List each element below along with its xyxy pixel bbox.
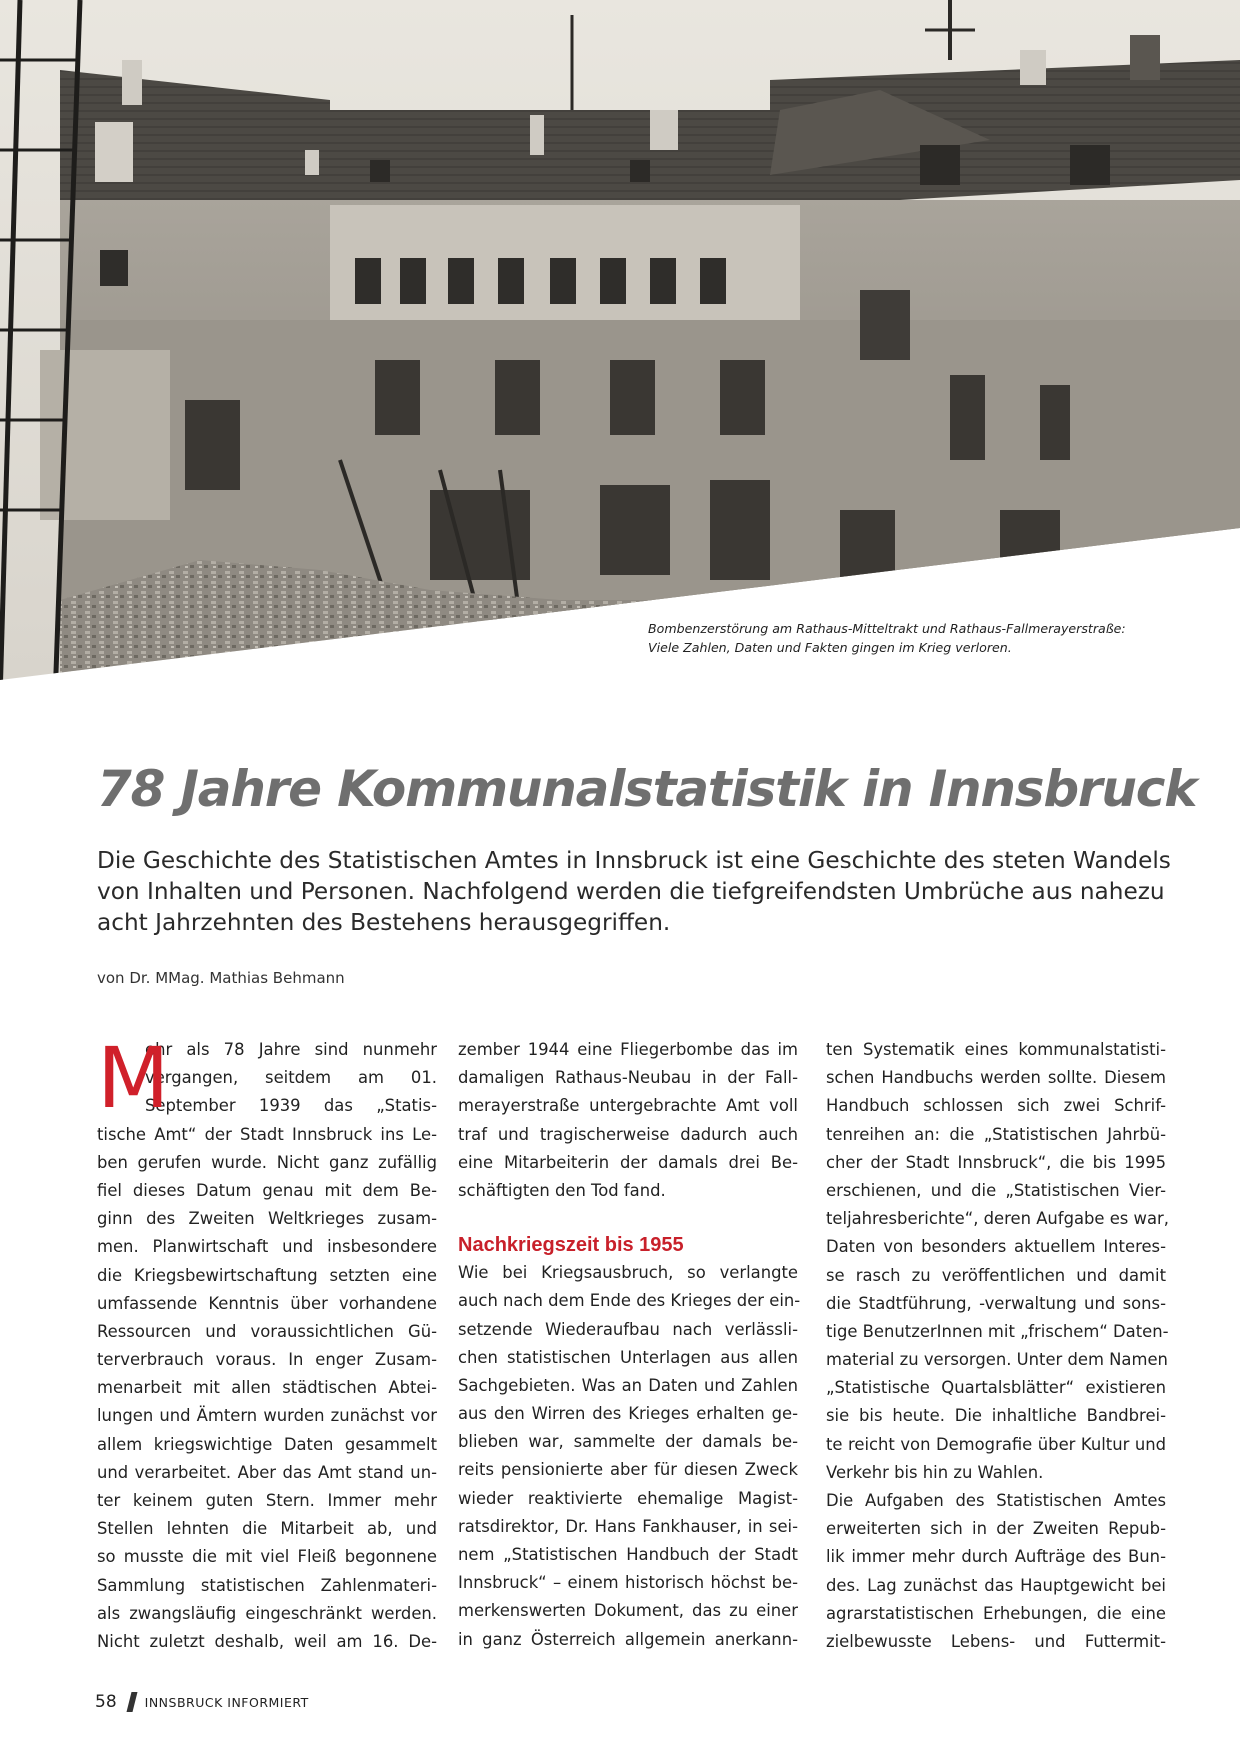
text-line: die Kriegsbewirtschaftung setzten eine [97, 1265, 437, 1285]
lead-line: Die Geschichte des Statistischen Amtes in Innsbruck ist eine Geschichte des steten Wandels [97, 847, 1171, 874]
text-line: erweiterten sich in der Zweiten Repub- [826, 1519, 1166, 1539]
slash-divider [126, 1692, 137, 1712]
text-line: teljahresberichte“, deren Aufgabe es war, [826, 1209, 1169, 1229]
text-line: des. Lag zunächst das Hauptgewicht bei [826, 1575, 1166, 1595]
text-line: Handbuch schlossen sich zwei Schrif- [826, 1096, 1166, 1116]
page-footer [95, 1692, 309, 1712]
text-line: ginn des Zweiten Weltkrieges zusam- [97, 1209, 437, 1229]
text-line: tische Amt“ der Stadt Innsbruck ins Le- [97, 1124, 437, 1144]
text-line: wieder reaktivierte ehemalige Magist- [458, 1488, 798, 1508]
text-line: schen Handbuchs werden sollte. Diesem [826, 1068, 1166, 1088]
article-title: 78 Jahre Kommunalstatistik in Innsbruck [97, 760, 1197, 818]
text-line: chen statistischen Unterlagen aus allen [458, 1347, 798, 1367]
text-line: ten Systematik eines kommunalstatisti- [826, 1040, 1166, 1059]
text-line: merayerstraße untergebrachte Amt voll [458, 1096, 798, 1116]
text-line: te reicht von Demografie über Kultur und [826, 1434, 1166, 1454]
text-line: traf und tragischerweise dadurch auch [458, 1124, 798, 1144]
text-line: Wie bei Kriegsausbruch, so verlangte [458, 1263, 798, 1283]
text-line: ben gerufen wurde. Nicht ganz zufällig [97, 1152, 437, 1172]
article-lead [97, 845, 1177, 938]
section-heading: Nachkriegszeit bis 1955 [458, 1234, 684, 1257]
photo-caption [648, 619, 1168, 657]
publication-name: INNSBRUCK INFORMIERT [144, 1694, 309, 1710]
text-line: tenreihen an: die „Statistischen Jahrbü- [826, 1124, 1166, 1144]
text-line: vergangen, seitdem am 01. [145, 1068, 437, 1088]
text-line: „Statistische Quartalsblätter“ existieren [826, 1378, 1166, 1398]
text-line: Verkehr bis hin zu Wahlen. [826, 1462, 1044, 1482]
text-line: Die Aufgaben des Statistischen Amtes [826, 1491, 1166, 1510]
text-line: Ressourcen und voraussichtlichen Gü- [97, 1321, 437, 1341]
byline: von Dr. MMag. Mathias Behmann [97, 969, 345, 987]
text-line: Sachgebieten. Was an Daten und Zahlen [458, 1375, 798, 1395]
text-line: cher der Stadt Innsbruck“, die bis 1995 [826, 1152, 1166, 1172]
text-line: eine Mitarbeiterin der damals drei Be- [458, 1152, 798, 1172]
text-line: ehr als 78 Jahre sind nunmehr [145, 1040, 437, 1059]
text-column-3 [826, 1036, 1169, 1656]
page-number: 58 [95, 1692, 117, 1712]
text-line: ter keinem guten Stern. Immer mehr [97, 1491, 437, 1510]
text-line: in ganz Österreich allgemein anerkann- [458, 1629, 798, 1649]
text-line: fiel dieses Datum genau mit dem Be- [97, 1180, 437, 1200]
text-line: Sammlung statistischen Zahlenmateri- [97, 1575, 437, 1595]
header-photo [0, 0, 1240, 680]
text-line: Innsbruck“ – einem historisch höchst be- [458, 1573, 798, 1593]
text-column-1 [97, 1029, 437, 1656]
text-line: se rasch zu veröffentlichen und damit [826, 1265, 1166, 1285]
text-line: als zwangsläufig eingeschränkt werden. [97, 1603, 437, 1623]
text-line: schäftigten den Tod fand. [458, 1180, 666, 1200]
text-column-2 [458, 1036, 801, 1654]
text-line: material zu versorgen. Unter dem Namen [826, 1350, 1168, 1370]
text-line: lungen und Ämtern wurden zunächst vor [97, 1406, 437, 1426]
text-line: lik immer mehr durch Aufträge des Bun- [826, 1547, 1166, 1567]
text-line: September 1939 das „Statis- [145, 1096, 437, 1116]
text-line: tige BenutzerInnen mit „frischem“ Daten- [826, 1321, 1169, 1341]
text-line: so musste die mit viel Fleiß begonnene [97, 1547, 437, 1567]
text-line: auch nach dem Ende des Krieges der ein- [458, 1291, 801, 1311]
text-line: Nicht zuletzt deshalb, weil am 16. De- [97, 1631, 437, 1651]
text-line: allem kriegswichtige Daten gesammelt [97, 1434, 437, 1454]
text-line: terverbrauch voraus. In enger Zusam- [97, 1350, 437, 1370]
text-line: sie bis heute. Die inhaltliche Bandbrei- [826, 1406, 1166, 1426]
text-line: zember 1944 eine Fliegerbombe das im [458, 1040, 798, 1059]
text-line: men. Planwirtschaft und insbesondere [97, 1237, 437, 1257]
lead-line: acht Jahrzehnten des Bestehens herausgegriffen. [97, 909, 671, 936]
drop-cap: M [97, 1029, 170, 1127]
text-line: erschienen, und die „Statistischen Vier- [826, 1180, 1166, 1200]
text-line: menarbeit mit allen städtischen Abtei- [97, 1378, 437, 1398]
text-line: umfassende Kenntnis über vorhandene [97, 1293, 437, 1313]
bombed-building-photo [0, 0, 1240, 680]
text-line: und verarbeitet. Aber das Amt stand un- [97, 1462, 437, 1482]
text-line: aus den Wirren des Krieges erhalten ge- [458, 1404, 798, 1424]
text-line: setzende Wiederaufbau nach verlässli- [458, 1319, 798, 1339]
text-line: agrarstatistischen Erhebungen, die eine [826, 1603, 1166, 1623]
text-line: blieben war, sammelte der damals be- [458, 1432, 798, 1452]
caption-line: Bombenzerstörung am Rathaus-Mitteltrakt und Rathaus-Fallmerayerstraße: [648, 621, 1126, 636]
paragraph-gap [458, 1205, 798, 1223]
text-line: damaligen Rathaus-Neubau in der Fall- [458, 1068, 798, 1088]
text-line: nem „Statistischen Handbuch der Stadt [458, 1545, 798, 1564]
text-line: Daten von besonders aktuellem Interes- [826, 1237, 1166, 1257]
text-line: die Stadtführung, -verwaltung und sons- [826, 1293, 1166, 1313]
text-line: reits pensionierte aber für diesen Zweck [458, 1460, 798, 1480]
caption-line: Viele Zahlen, Daten und Fakten gingen im Krieg verloren. [648, 640, 1012, 655]
text-line: zielbewusste Lebens- und Futtermit- [826, 1631, 1166, 1651]
text-line: ratsdirektor, Dr. Hans Fankhauser, in sei- [458, 1516, 798, 1536]
lead-line: von Inhalten und Personen. Nachfolgend werden die tiefgreifendsten Umbrüche aus nahezu [97, 878, 1165, 905]
text-line: Stellen lehnten die Mitarbeit ab, und [97, 1519, 437, 1539]
text-line: merkenswerten Dokument, das zu einer [458, 1601, 798, 1621]
